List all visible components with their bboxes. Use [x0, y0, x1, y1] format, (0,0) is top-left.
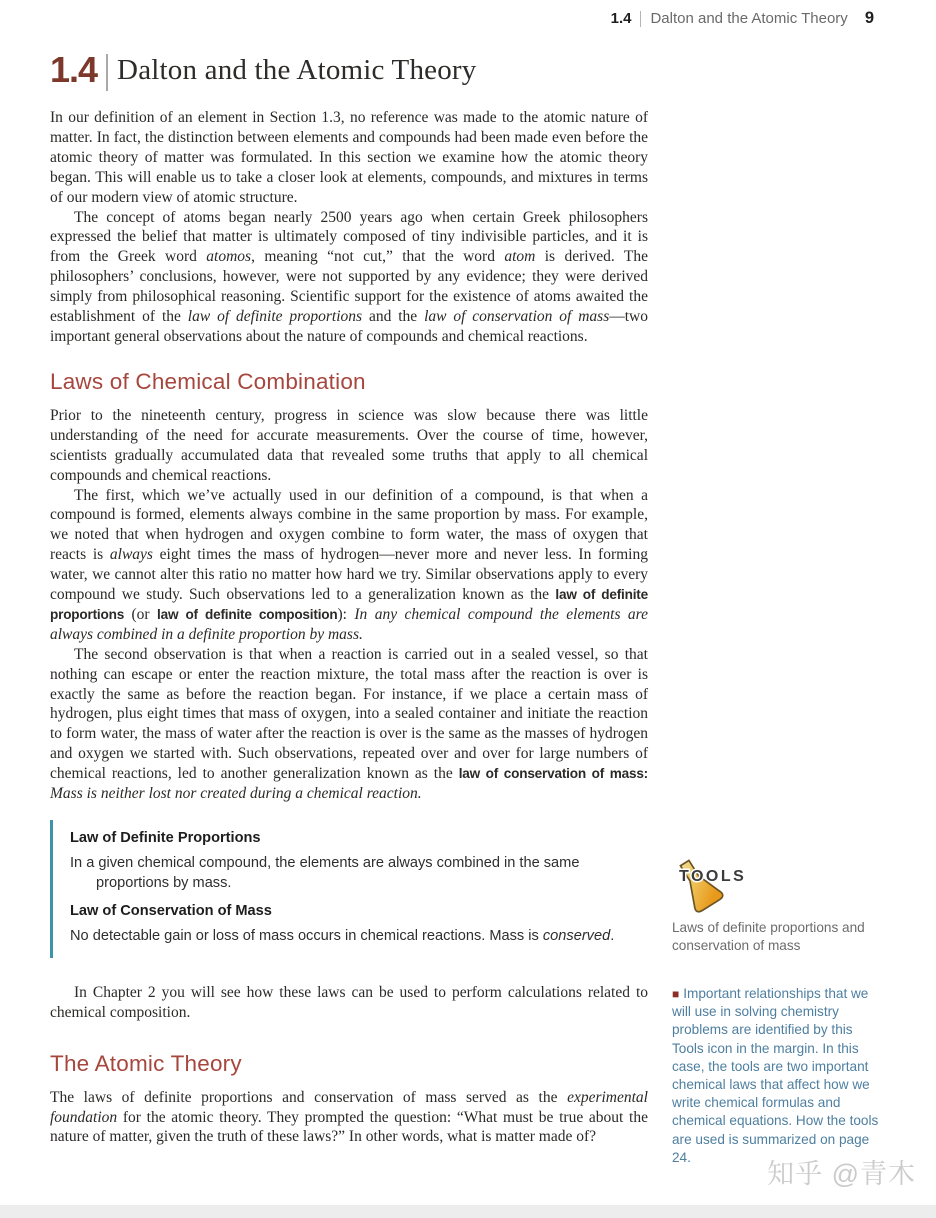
main-column — [50, 50, 648, 1147]
paragraph-atoms-concept: The concept of atoms began nearly 2500 years ago when certain Greek philosophers expressed the belief that matter is ultimately composed of tiny indivisible particles, and it is from the Greek word atomos, meaning “not cut,” that the word atom is derived. The philosophers’ conclusions, however, were not supported by any evidence; they were derived simply from philosophical reasoning. Scientific support for the existence of atoms awaited the establishment of the law of definite proportions and the law of conservation of mass—two important general observations about the nature of compounds and chemical reactions. — [50, 208, 648, 345]
section-heading-laws-of-chemical-combination: Laws of Chemical Combination — [50, 368, 366, 394]
header-section-number: 1.4 — [610, 10, 632, 27]
section-heading-atomic-theory: The Atomic Theory — [50, 1050, 242, 1076]
margin-sidebar — [672, 853, 883, 1167]
header-divider — [640, 11, 641, 27]
title-divider — [106, 54, 108, 91]
tools-flask-icon — [672, 853, 762, 915]
margin-note — [672, 985, 883, 1167]
paragraph-prior-century: Prior to the nineteenth century, progress in science was slow because there was little understanding of the need for accurate measurements. Over the course of time, however, scientists gradually accumulated data that revealed some truths that apply to all chemical compounds and chemical reactions. — [50, 406, 648, 484]
paragraph-intro: In our definition of an element in Section 1.3, no reference was made to the atomic nature of matter. In fact, the distinction between elements and compounds had been made even before the atomic theory of matter was formulated. In this section we examine how the atomic theory began. This will enable us to take a closer look at elements, compounds, and mixtures in terms of our modern view of atomic structure. — [50, 109, 648, 206]
section-title-row — [50, 50, 648, 91]
definition-text-definite-proportions: In a given chemical compound, the elements are always combined in the same proportions by mass. — [70, 855, 580, 891]
paragraph-chapter2: In Chapter 2 you will see how these laws can be used to perform calculations related to chemical composition. — [50, 983, 648, 1021]
bottom-band — [0, 1205, 936, 1218]
definition-title-definite-proportions: Law of Definite Proportions — [70, 830, 261, 846]
tools-caption: Laws of definite proportions and conservation of mass — [672, 920, 865, 953]
header-section-title: Dalton and the Atomic Theory — [650, 10, 848, 27]
definitions-box — [50, 820, 648, 958]
paragraph-definite-proportions: The first, which we’ve actually used in our definition of a compound, is that when a compound is formed, elements always combine in the same proportion by mass. For example, we noted that when hydrogen and oxygen combine to form water, the mass of oxygen that reacts is always eight times the mass of hydrogen—never more and never less. In forming water, we cannot alter this ratio no matter how hard we try. Similar observations apply to every compound we study. Such observations led to a generalization known as the law of definite proportions (or law of definite composition): In any chemical compound the elements are always combined in a definite proportion by mass. — [50, 486, 649, 643]
tools-label: TOOLS — [679, 868, 747, 885]
paragraph-experimental-foundation: The laws of definite proportions and conservation of mass served as the experimental foundation for the atomic theory. They prompted the question: “What must be true about the nature of matter, given the truth of these laws?” In other words, what is matter made of? — [50, 1088, 648, 1146]
definition-text-conservation-of-mass: No detectable gain or loss of mass occurs in chemical reactions. Mass is conserved. — [70, 928, 615, 945]
header-page-number: 9 — [864, 9, 874, 27]
watermark: 知乎 @青木 — [767, 1159, 916, 1189]
margin-note-text: Important relationships that we will use in solving chemistry problems are identified by this Tools icon in the margin. In this case, the tools are two important chemical laws that affect how we write chemical formulas and chemical equations. How the tools are used is summarized on page 24. — [672, 986, 879, 1165]
paragraph-conservation-of-mass: The second observation is that when a reaction is carried out in a sealed vessel, so that nothing can escape or enter the reaction mixture, the total mass after the reaction is over is exactly the same as before the reaction began. For instance, if we place a certain mass of hydrogen, plus eight times that mass of oxygen, into a sealed container and initiate the reaction to form water, the mass of water after the reaction is over is the same as the masses of hydrogen and oxygen we started with. Such observations, repeated over and over for large numbers of chemical reactions, led to another generalization known as the law of conservation of mass: Mass is neither lost nor created during a chemical reaction. — [50, 645, 649, 803]
page-header — [611, 9, 874, 28]
page-title: Dalton and the Atomic Theory — [117, 54, 477, 86]
note-bullet-icon: ■ — [672, 987, 680, 1001]
definition-title-conservation-of-mass: Law of Conservation of Mass — [70, 903, 272, 920]
section-title-number: 1.4 — [50, 49, 98, 90]
